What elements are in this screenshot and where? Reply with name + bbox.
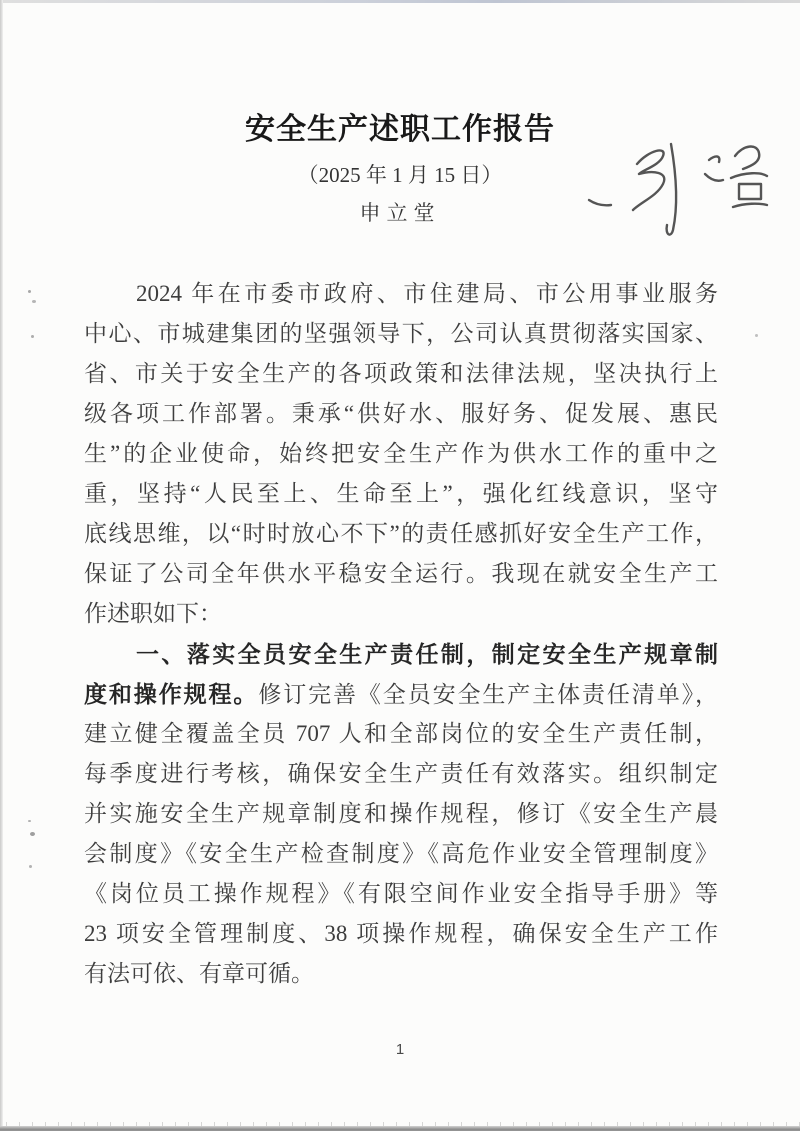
document-author: 申立堂 (359, 201, 441, 225)
document-title: 安全生产述职工作报告 (245, 113, 555, 146)
paragraph-line: 中心、市城建集团的坚强领导下，公司认真贯彻落实国家、 (84, 321, 718, 346)
scan-edge-top (0, 0, 800, 3)
paragraph-line: 省、市关于安全生产的各项政策和法律法规，坚决执行上 (84, 361, 718, 386)
scan-speckle (30, 832, 35, 836)
paragraph-line: 建立健全覆盖全员 707 人和全部岗位的安全生产责任制， (84, 721, 718, 746)
signature-stroke (735, 147, 759, 169)
paragraph-line: 级各项工作部署。秉承“供好水、服好务、促发展、惠民 (84, 401, 718, 426)
paragraph-line: 保证了公司全年供水平稳安全运行。我现在就安全生产工 (84, 561, 718, 586)
paragraph-line: 每季度进行考核，确保安全生产责任有效落实。组织制定 (84, 761, 718, 786)
scan-edge-bottom (0, 1126, 800, 1131)
paragraph-line: 2024 年在市委市政府、市住建局、市公用事业服务 (136, 281, 718, 306)
signature-stroke (667, 144, 676, 235)
paragraph-line: 重，坚持“人民至上、生命至上”，强化红线意识，坚守 (84, 481, 718, 506)
page-number: 1 (395, 1041, 405, 1058)
signature-stroke (731, 173, 767, 178)
signature-stroke (705, 174, 723, 181)
paragraph-line: 《岗位员工操作规程》《有限空间作业安全指导手册》等 (84, 881, 718, 906)
paragraph-text: 修订完善《全员安全生产主体责任清单》， (258, 682, 719, 707)
handwritten-signature (575, 122, 785, 242)
signature-stroke (709, 156, 719, 162)
paragraph-line: 生”的企业使命，始终把安全生产作为供水工作的重中之 (84, 441, 718, 466)
scan-speckle (29, 865, 32, 868)
document-date: （2025 年 1 月 15 日） (297, 163, 503, 187)
paragraph-line: 23 项安全管理制度、38 项操作规程，确保安全生产工作 (84, 921, 718, 946)
section-heading-continuation: 度和操作规程。 (84, 681, 259, 707)
paragraph-line: 有法可依、有章可循。 (84, 961, 314, 986)
scan-speckle (32, 300, 36, 303)
paragraph-line: 作述职如下： (84, 601, 222, 626)
signature-stroke (589, 200, 611, 205)
section-heading-line: 一、落实全员安全生产责任制，制定安全生产规章制 (136, 641, 718, 667)
scan-speckle (755, 334, 758, 337)
scan-speckle (28, 290, 31, 293)
scan-speckle (31, 335, 34, 338)
signature-stroke (733, 204, 767, 207)
paragraph-line: 会制度》《安全生产检查制度》《高危作业安全管理制度》 (84, 841, 718, 866)
scan-speckle (28, 820, 31, 822)
paragraph-line: 并实施安全生产规章制度和操作规程，修订《安全生产晨 (84, 801, 718, 826)
paragraph-line: 底线思维，以“时时放心不下”的责任感抓好安全生产工作， (84, 521, 718, 546)
signature-stroke (739, 184, 761, 199)
document-body (84, 274, 718, 994)
paragraph-line (84, 674, 718, 714)
signature-stroke (633, 150, 664, 210)
